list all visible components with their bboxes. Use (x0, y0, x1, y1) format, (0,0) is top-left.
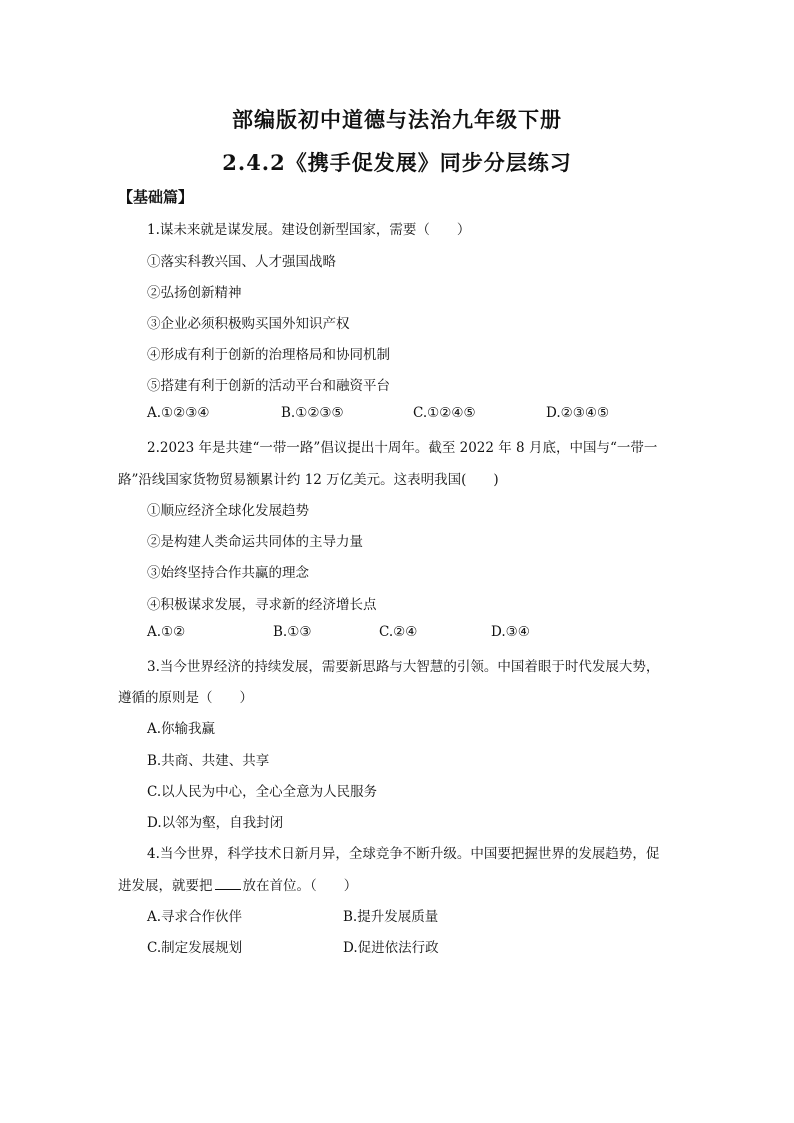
question-3-stem: 3.当今世界经济的持续发展，需要新思路与大智慧的引领。中国着眼于时代发展大势， (147, 659, 660, 675)
question-4-stem-suffix: 放在首位。（ ） (242, 878, 358, 894)
question-1-option-d: D.②③④⑤ (546, 405, 610, 421)
question-3-option-a: A.你输我赢 (147, 721, 216, 737)
question-3-option-d: D.以邻为壑，自我封闭 (147, 815, 284, 831)
question-2-stem: 2.2023 年是共建“一带一路”倡议提出十周年。截至 2022 年 8 月底，中国与“一带一 (147, 440, 658, 456)
answer-blank (215, 877, 241, 890)
section-heading: 【基础篇】 (118, 188, 194, 206)
question-1-statement: ④形成有利于创新的治理格局和协同机制 (147, 347, 390, 363)
document-subtitle: 2.4.2《携手促发展》同步分层练习 (222, 150, 572, 175)
document-title: 部编版初中道德与法治九年级下册 (232, 107, 562, 132)
question-1-statement: ②弘扬创新精神 (147, 285, 242, 301)
question-1-option-c: C.①②④⑤ (413, 405, 476, 421)
question-4-option-b: B.提升发展质量 (343, 909, 439, 925)
question-3-option-c: C.以人民为中心，全心全意为人民服务 (147, 784, 378, 800)
question-3-option-b: B.共商、共建、共享 (147, 753, 270, 769)
question-2-stem-continued: 路”沿线国家货物贸易额累计约 12 万亿美元。这表明我国( ) (118, 472, 499, 488)
question-3-stem-continued: 遵循的原则是（ ） (118, 690, 253, 706)
question-4-stem-continued (118, 874, 357, 894)
question-1-option-b: B.①②③⑤ (281, 405, 344, 421)
question-2-statement: ①顺应经济全球化发展趋势 (147, 503, 309, 519)
question-4-option-c: C.制定发展规划 (147, 940, 243, 956)
question-1-option-a: A.①②③④ (147, 405, 210, 421)
question-1-statement: ⑤搭建有利于创新的活动平台和融资平台 (147, 378, 390, 394)
question-2-option-b: B.①③ (273, 624, 312, 640)
question-4-option-a: A.寻求合作伙伴 (147, 909, 243, 925)
question-1-stem: 1.谋未来就是谋发展。建设创新型国家，需要（ ） (147, 222, 471, 238)
question-2-statement: ③始终坚持合作共赢的理念 (147, 565, 309, 581)
question-2-option-a: A.①② (147, 624, 186, 640)
question-2-option-d: D.③④ (491, 624, 530, 640)
question-4-option-d: D.促进依法行政 (343, 940, 439, 956)
question-4-stem: 4.当今世界，科学技术日新月异，全球竞争不断升级。中国要把握世界的发展趋势，促 (147, 846, 660, 862)
question-2-option-c: C.②④ (379, 624, 418, 640)
question-2-statement: ②是构建人类命运共同体的主导力量 (147, 534, 363, 550)
question-4-stem-prefix: 进发展，就要把 (118, 878, 213, 894)
question-1-statement: ①落实科教兴国、人才强国战略 (147, 254, 336, 270)
question-2-statement: ④积极谋求发展，寻求新的经济增长点 (147, 597, 377, 613)
question-1-statement: ③企业必须积极购买国外知识产权 (147, 316, 350, 332)
